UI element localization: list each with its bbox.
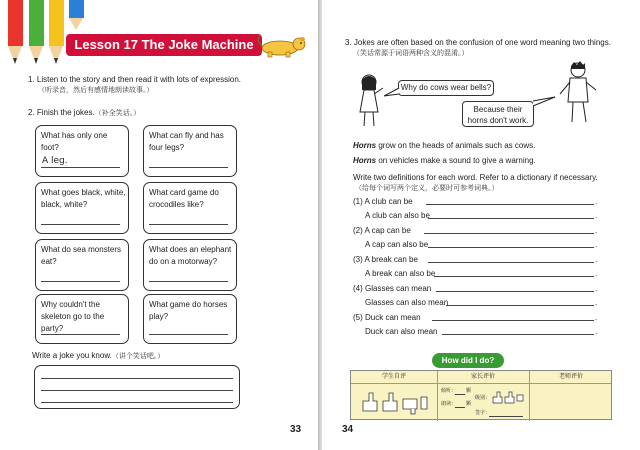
definition-label: A break can also be xyxy=(365,269,436,278)
page-number: 33 xyxy=(290,424,302,435)
answer-line[interactable] xyxy=(41,224,120,225)
definition-line[interactable] xyxy=(432,320,594,321)
definition-line[interactable] xyxy=(446,305,594,306)
joke-question: What has only one foot? xyxy=(41,131,108,152)
answer-line[interactable] xyxy=(41,281,120,282)
period: . xyxy=(595,240,598,249)
definition-line[interactable] xyxy=(426,204,594,205)
joke-box xyxy=(143,239,237,291)
period: . xyxy=(595,313,598,322)
period: . xyxy=(595,226,598,235)
signature-line[interactable] xyxy=(489,416,523,417)
joke-box xyxy=(35,125,129,177)
lesson-title: Lesson 17 The Joke Machine xyxy=(66,34,262,56)
blue-pencil-icon xyxy=(69,0,84,32)
period: . xyxy=(595,284,598,293)
instruction-text: Write two definitions for each word. Refer to a dictionary if necessary. xyxy=(353,173,598,182)
speech-bubble-question: Why do cows wear bells? xyxy=(398,80,494,96)
joke-box xyxy=(143,125,237,177)
evaluation-table xyxy=(350,370,612,420)
period: . xyxy=(595,298,598,307)
unit-label: 颗 xyxy=(466,401,472,407)
answer-line[interactable] xyxy=(149,224,228,225)
definition-line[interactable] xyxy=(428,262,594,263)
red-pencil-icon xyxy=(8,0,23,68)
definition-line[interactable] xyxy=(434,276,594,277)
answer-line[interactable] xyxy=(149,334,228,335)
joke-box xyxy=(143,182,237,234)
period: . xyxy=(595,255,598,264)
listening-label: 倾听： xyxy=(441,388,457,394)
write-joke-box[interactable] xyxy=(34,365,240,409)
definition-label: (2) A cap can be xyxy=(353,226,411,235)
definition-line[interactable] xyxy=(436,291,594,292)
thumbs-rating-icon[interactable] xyxy=(359,389,429,415)
definition-label: (5) Duck can mean xyxy=(353,313,421,322)
task-1-zh: （听录音，然后有感情地朗读故事。） xyxy=(38,87,154,94)
period: . xyxy=(595,211,598,220)
task-3-zh: （笑话常源于词语两种含义的混淆。） xyxy=(353,50,469,57)
joke-box xyxy=(35,239,129,291)
definition-line[interactable] xyxy=(424,233,594,234)
answer-line[interactable] xyxy=(41,334,120,335)
page-number: 34 xyxy=(342,424,354,435)
green-pencil-icon xyxy=(29,0,44,68)
joke-question: What card game do crocodiles like? xyxy=(149,188,219,209)
definition-label: A cap can also be xyxy=(365,240,429,249)
definition-label: A club can also be xyxy=(365,211,430,220)
joke-question: Why couldn't the skeleton go to the party? xyxy=(41,300,105,333)
definition-line[interactable] xyxy=(442,334,594,335)
bubble-tail-icon xyxy=(384,86,400,98)
definition-label: (4) Glasses can mean xyxy=(353,284,432,293)
joke-question: What game do horses play? xyxy=(149,300,228,321)
joke-box xyxy=(143,294,237,344)
joke-question: What do sea monsters eat? xyxy=(41,245,122,266)
self-eval-header: 学生自评 xyxy=(381,374,406,380)
how-did-i-do-title: How did I do? xyxy=(432,353,504,368)
joke-box xyxy=(35,182,129,234)
answer-line[interactable] xyxy=(149,167,228,168)
girl-icon xyxy=(354,72,384,128)
speech-bubble-answer: Because their horns don't work. xyxy=(462,101,534,127)
boy-icon xyxy=(558,60,598,124)
joke-question: What goes black, white, black, white? xyxy=(41,188,126,209)
period: . xyxy=(595,269,598,278)
parent-eval-header: 家长评价 xyxy=(470,374,495,380)
reading-label: 朗读： xyxy=(441,401,457,407)
task-1-text: 1. Listen to the story and then read it with lots of expression. xyxy=(28,75,242,84)
unit-label: 颗 xyxy=(466,388,472,394)
answer-line[interactable] xyxy=(41,167,120,168)
task-3-text: 3. Jokes are often based on the confusion of one word meaning two things. xyxy=(345,38,611,47)
grade-label: 级别： xyxy=(475,395,491,401)
instruction-zh: （给每个词写两个定义，必要时可参考词典。） xyxy=(355,185,499,192)
definition-line[interactable] xyxy=(428,247,594,248)
definition-label: Glasses can also mean xyxy=(365,298,449,307)
left-page xyxy=(0,0,318,450)
definition-label: Duck can also mean xyxy=(365,327,438,336)
write-joke-text: Write a joke you know.（讲个笑话吧。） xyxy=(32,351,165,360)
horns-definition-2: Horns on vehicles make a sound to give a warning. xyxy=(353,156,536,165)
joke-question: What does an elephant do on a motorway? xyxy=(149,245,232,266)
joke-question: What can fly and has four legs? xyxy=(149,131,224,152)
joke-box xyxy=(35,294,129,344)
dog-icon xyxy=(252,32,310,58)
period: . xyxy=(595,327,598,336)
joke-answer: A leg. xyxy=(42,156,68,166)
yellow-pencil-icon xyxy=(49,0,64,68)
teacher-eval-header: 老师评价 xyxy=(558,374,583,380)
signature-label: 签字： xyxy=(475,410,491,416)
definition-label: (1) A club can be xyxy=(353,197,413,206)
bubble-tail-icon xyxy=(532,96,556,108)
period: . xyxy=(595,197,598,206)
horns-definition-1: Horns grow on the heads of animals such as cows. xyxy=(353,141,536,150)
definition-line[interactable] xyxy=(428,218,594,219)
thumbs-icon xyxy=(491,390,525,404)
answer-line[interactable] xyxy=(149,281,228,282)
definition-label: (3) A break can be xyxy=(353,255,418,264)
task-2-text: 2. Finish the jokes.（补全笑话。） xyxy=(28,108,141,117)
